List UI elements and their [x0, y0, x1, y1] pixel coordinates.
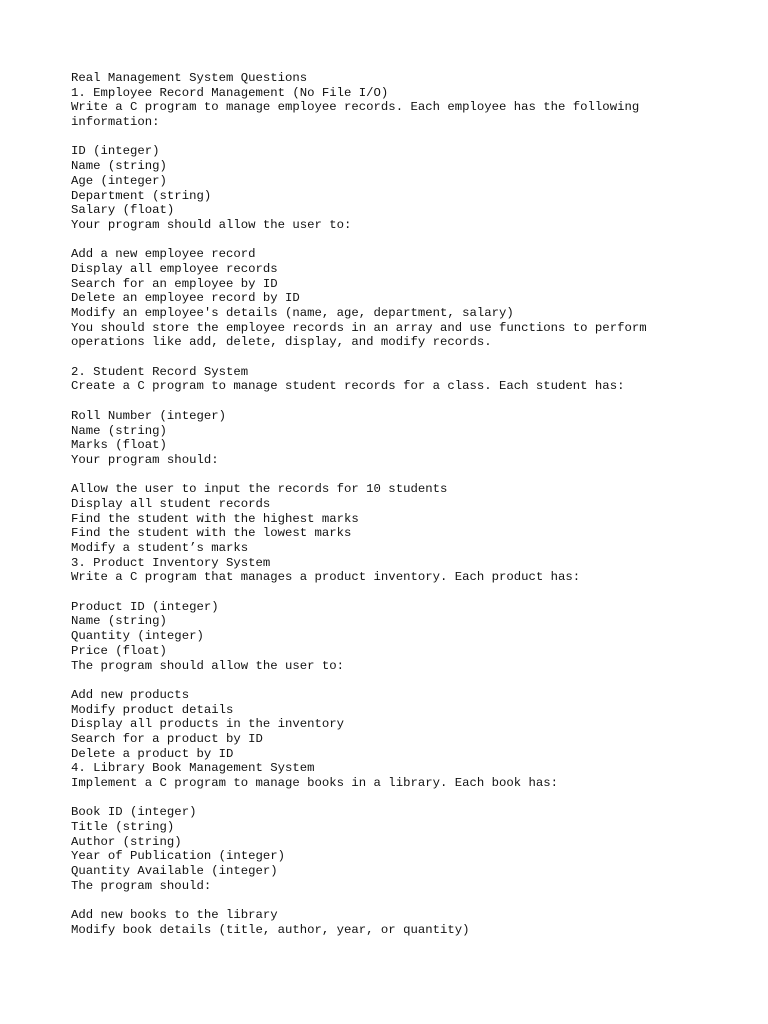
text-line: Quantity (integer)	[71, 629, 204, 644]
text-line: 3. Product Inventory System	[71, 555, 271, 570]
text-line: Name (string)	[71, 159, 167, 174]
text-line: Delete a product by ID	[71, 746, 234, 761]
text-line: Your program should allow the user to:	[71, 217, 352, 232]
blank-line	[71, 673, 731, 688]
text-line: Quantity Available (integer)	[71, 864, 278, 879]
text-line: The program should:	[71, 878, 212, 893]
text-line: Roll Number (integer)	[71, 408, 226, 423]
blank-line	[71, 130, 731, 145]
text-line: Display all student records	[71, 496, 271, 511]
blank-line	[71, 394, 731, 409]
text-line: Your program should:	[71, 452, 219, 467]
text-line: Age (integer)	[71, 173, 167, 188]
text-line: Price (float)	[71, 643, 167, 658]
text-line: Delete an employee record by ID	[71, 291, 300, 306]
text-line: Find the student with the highest marks	[71, 511, 359, 526]
text-line: Modify product details	[71, 702, 234, 717]
text-line: Add new products	[71, 687, 190, 702]
text-line: Write a C program that manages a product inventory. Each product has:	[71, 570, 581, 585]
text-line: 2. Student Record System	[71, 364, 249, 379]
text-line: Add a new employee record	[71, 247, 256, 262]
blank-line	[71, 350, 731, 365]
text-line: Implement a C program to manage books in a library. Each book has:	[71, 776, 559, 790]
text-line: Display all employee records	[71, 261, 278, 276]
text-line: Allow the user to input the records for 10 students	[71, 482, 448, 497]
text-line: Find the student with the lowest marks	[71, 526, 352, 541]
text-line: Modify an employee's details (name, age, department, salary)	[71, 306, 514, 320]
text-line: Modify book details (title, author, year, or quantity)	[71, 922, 470, 937]
text-line: operations like add, delete, display, and modify records.	[71, 335, 492, 350]
text-line: ID (integer)	[71, 144, 160, 159]
text-line: The program should allow the user to:	[71, 658, 345, 673]
text-line: information:	[71, 115, 160, 130]
text-line: Modify a student’s marks	[71, 541, 249, 555]
text-line: 1. Employee Record Management (No File I/O)	[71, 85, 389, 100]
text-line: Create a C program to manage student records for a class. Each student has:	[71, 379, 625, 394]
text-line: 4. Library Book Management System	[71, 761, 315, 776]
text-line: Name (string)	[71, 614, 167, 629]
text-line: Search for an employee by ID	[71, 276, 278, 291]
text-line: Search for a product by ID	[71, 731, 263, 746]
document-body	[71, 71, 731, 938]
text-line: Book ID (integer)	[71, 805, 197, 820]
text-line: Year of Publication (integer)	[71, 849, 286, 864]
text-line: Product ID (integer)	[71, 599, 219, 614]
blank-line	[71, 233, 731, 248]
text-line: Marks (float)	[71, 438, 167, 453]
text-line: Department (string)	[71, 188, 212, 203]
text-line: Name (string)	[71, 423, 167, 438]
blank-line	[71, 585, 731, 600]
blank-line	[71, 894, 731, 909]
text-line: Salary (float)	[71, 203, 175, 218]
text-line: Title (string)	[71, 820, 175, 835]
blank-line	[71, 468, 731, 483]
text-line: Add new books to the library	[71, 908, 278, 923]
text-line: Display all products in the inventory	[71, 717, 345, 732]
text-line: You should store the employee records in an array and use functions to perform	[71, 320, 647, 335]
text-line: Author (string)	[71, 834, 182, 849]
blank-line	[71, 791, 731, 806]
text-line: Real Management System Questions	[71, 71, 308, 85]
text-line: Write a C program to manage employee records. Each employee has the following	[71, 100, 640, 115]
